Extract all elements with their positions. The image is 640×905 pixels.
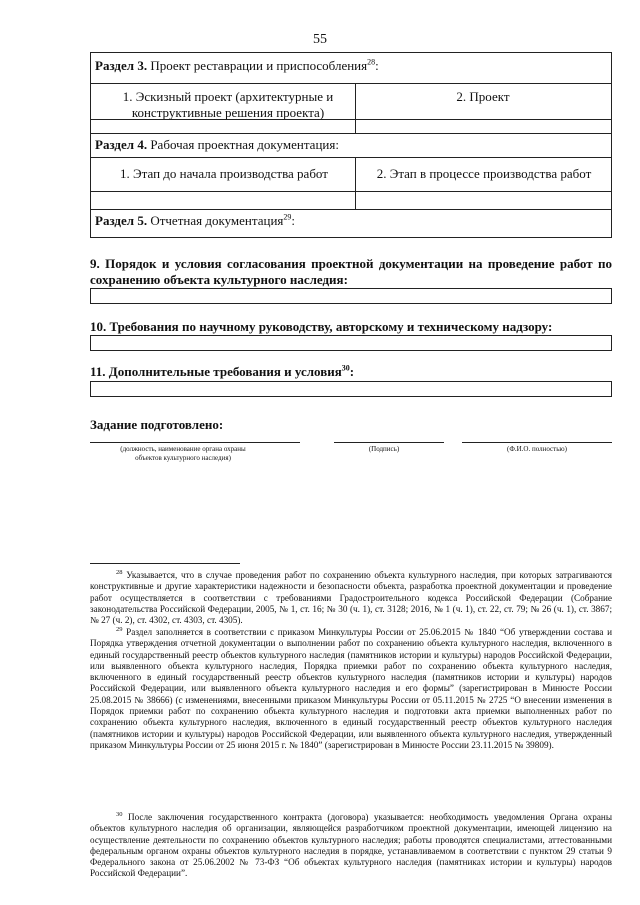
signature-line-sign[interactable] xyxy=(334,442,444,443)
item-11-field[interactable] xyxy=(90,381,612,397)
divider xyxy=(91,119,611,120)
section-3-col-project: 2. Проект xyxy=(456,89,510,104)
section-4-title: Раздел 4. Рабочая проектная документация: xyxy=(95,137,339,152)
footnote-28: $^{28}$ Указывается, что в случае проведения работ по сохранению объекта культурного наследия, при которых затрагиваются конструктивные и другие характеристики надежности и безопасности объекта, разработка проектной документации и проведение работ осуществляется в соответствии с требованиями Градостроительного кодекса Российской Федерации (Собрание законодательства Российской Федерации, 2005, № 1, ст. 16; № 30 (ч. 1), ст. 3128; 2016, № 1 (ч. 1), ст. 22, ст. 79; № 26 (ч. 1), ст. 3867; № 27 (ч. 2), ст. 4302, ст. 4303, ст. 4305). xyxy=(90,568,612,626)
section-3-title: Раздел 3. Проект реставрации и приспособления$^{28}$: xyxy=(95,57,379,73)
item-10-heading: 10. Требования по научному руководству, авторскому и техническому надзору: xyxy=(90,319,553,334)
divider xyxy=(91,191,611,192)
divider xyxy=(355,83,356,133)
signature-caption-name: (Ф.И.О. полностью) xyxy=(507,445,567,453)
signature-caption-sign: (Подпись) xyxy=(368,445,400,453)
footnote-separator xyxy=(90,563,240,564)
signature-line-name[interactable] xyxy=(462,442,612,443)
signature-line-position[interactable] xyxy=(90,442,300,443)
signature-title: Задание подготовлено: xyxy=(90,417,224,432)
section-3-col-sketch: 1. Эскизный проект (архитектурные и конструктивные решения проекта) xyxy=(122,89,334,120)
divider xyxy=(91,83,611,84)
sections-table xyxy=(90,52,612,238)
page-number: 55 xyxy=(313,32,327,47)
item-9-field[interactable] xyxy=(90,288,612,304)
divider xyxy=(91,133,611,134)
divider xyxy=(91,209,611,210)
section-5-title: Раздел 5. Отчетная документация$^{29}$: xyxy=(95,212,295,228)
divider xyxy=(355,157,356,209)
signature-caption-position: (должность, наименование органа охраны объектов культурного наследия) xyxy=(120,445,246,462)
footnote-30: $^{30}$ После заключения государственного контракта (договора) указывается: необходимость уведомления Органа охраны объектов культурного наследия об организации, являющейся разработчиком проектной документации, имеющей лицензию на осуществление деятельности по сохранению объектов культурного наследия; работы проводятся специалистами, аттестованными федеральным органом охраны объектов культурного наследия в порядке, устанавливаемом в соответствии с пунктом 29 статьи 9 Федерального закона от 25.06.2002 № 73-ФЗ “Об объектах культурного наследия (памятниках истории и культуры) народов Российской Федерации”. xyxy=(90,810,612,879)
footnote-29: $^{29}$ Раздел заполняется в соответствии с приказом Минкультуры России от 25.06.2015 № 1840 “Об утверждении состава и Порядка утверждения отчетной документации о выполнении работ по сохранению объекта культурного наследия, включенного в единый государственный реестр объектов культурного наследия (памятников истории и культуры) народов Российской Федерации, или выявленного объекта культурного наследия, Порядка приемки работ по сохранению объекта культурного наследия, включенного в единый государственный реестр объектов культурного наследия (памятников истории и культуры) народов Российской Федерации, или выявленного объекта культурного наследия и его формы” (зарегистрирован в Минюсте России 25.08.2015 № 38666) (с изменениями, внесенными приказом Минкультуры России от 05.11.2015 № 2725 “О внесении изменения в Порядок приемки работ по сохранению объекта культурного наследия и подготовки акта приемки выполненных работ по сохранению объекта культурного наследия, включенного в единый государственный реестр объектов культурного наследия (памятников истории и культуры) народов Российской Федерации, или выявленного объекта культурного наследия, утвержденный приказом Минкультуры России от 25 июня 2015 г. № 1840” (зарегистрирован в Минюсте России 23.11.2015 № 39809). xyxy=(90,625,613,750)
section-4-col-before: 1. Этап до начала производства работ xyxy=(120,166,328,181)
section-4-col-during: 2. Этап в процессе производства работ xyxy=(376,166,592,181)
item-11-heading: 11. Дополнительные требования и условия$^{30}$: xyxy=(90,363,355,379)
item-9-heading: 9. Порядок и условия согласования проектной документации на проведение работ по сохранению объекта культурного наследия: xyxy=(90,256,612,287)
item-10-field[interactable] xyxy=(90,335,612,351)
divider xyxy=(91,157,611,158)
